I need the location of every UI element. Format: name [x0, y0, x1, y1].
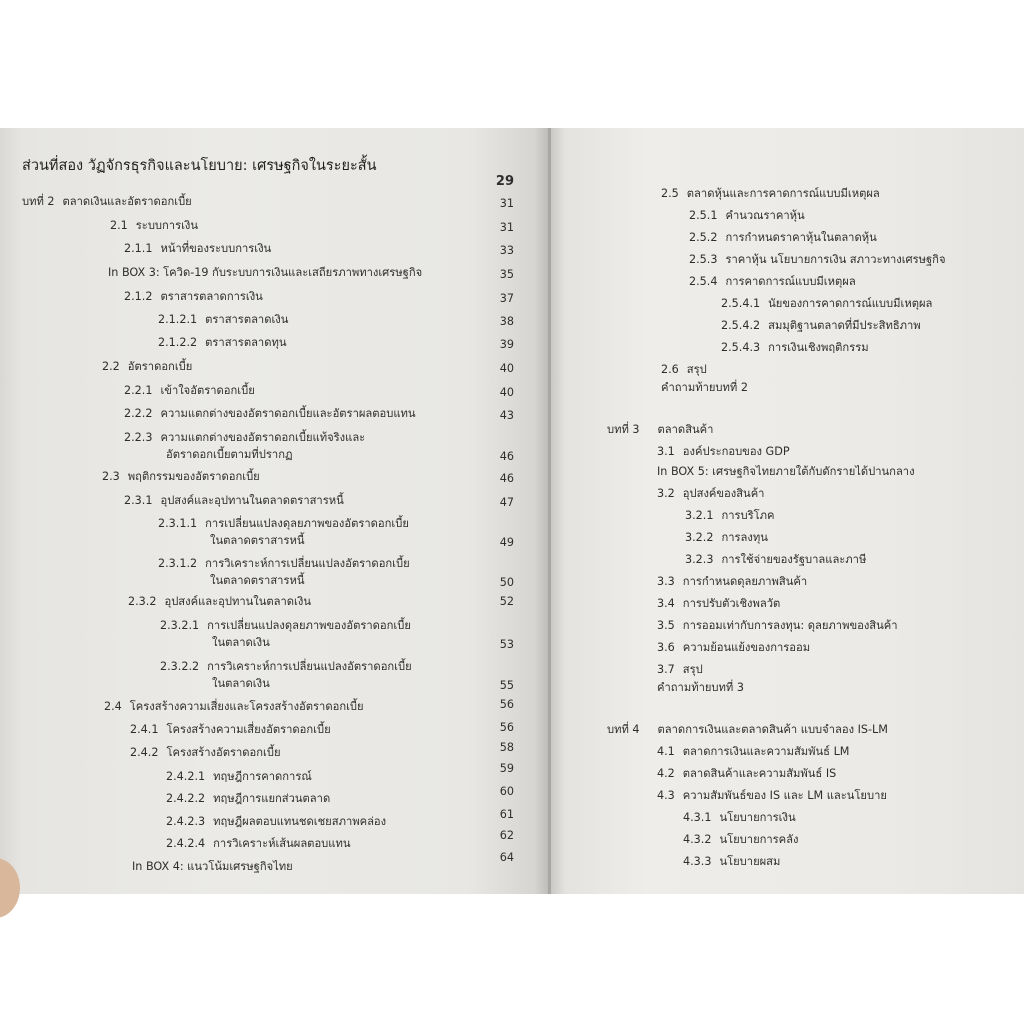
toc-page-number: 40	[499, 362, 514, 375]
toc-entry: 2.3.2.1 การเปลี่ยนแปลงดุลยภาพของอัตราดอกเบี้ย	[160, 619, 411, 632]
toc-entry: 2.5.4.2 สมมุติฐานตลาดที่มีประสิทธิภาพ	[721, 319, 921, 332]
toc-entry: 4.3 ความสัมพันธ์ของ IS และ LM และนโยบาย	[657, 789, 887, 802]
toc-entry: 2.4.2.3 ทฤษฎีผลตอบแทนชดเชยสภาพคล่อง	[166, 815, 387, 828]
toc-page-number: 38	[499, 315, 514, 328]
toc-entry: In BOX 5: เศรษฐกิจไทยภายใต้กับดักรายได้ปานกลาง	[657, 465, 915, 478]
toc-entry: 2.3.1.2 การวิเคราะห์การเปลี่ยนแปลงอัตราดอกเบี้ย	[158, 557, 410, 570]
toc-entry: 2.3.1 อุปสงค์และอุปทานในตลาดตราสารหนี้	[124, 494, 344, 507]
toc-entry: 2.3.2 อุปสงค์และอุปทานในตลาดเงิน	[128, 595, 311, 608]
toc-entry: 4.2 ตลาดสินค้าและความสัมพันธ์ IS	[657, 767, 837, 780]
toc-entry: 2.4.2.4 การวิเคราะห์เส้นผลตอบแทน	[166, 837, 351, 850]
toc-page-number: 46	[499, 472, 514, 485]
toc-page-number: 50	[499, 576, 514, 589]
toc-page-number: 31	[499, 197, 514, 210]
toc-entry: 3.1 องค์ประกอบของ GDP	[657, 445, 790, 458]
toc-entry: 2.6 สรุป	[661, 363, 707, 376]
toc-entry: 4.3.1 นโยบายการเงิน	[683, 811, 796, 824]
toc-entry: 2.5.3 ราคาหุ้น นโยบายการเงิน สภาวะทางเศรษฐกิจ	[689, 253, 946, 266]
toc-entry: 2.4.2.1 ทฤษฎีการคาดการณ์	[166, 770, 312, 783]
toc-page-number: 58	[499, 741, 514, 754]
toc-chapter: บทที่ 3 ตลาดสินค้า	[607, 423, 714, 436]
toc-page-number: 56	[499, 698, 514, 711]
toc-entry: 2.1.2.1 ตราสารตลาดเงิน	[158, 313, 289, 326]
toc-entry: 2.2.3 ความแตกต่างของอัตราดอกเบี้ยแท้จริงและ	[124, 431, 366, 444]
toc-entry: 3.2 อุปสงค์ของสินค้า	[657, 487, 765, 500]
toc-entry: 2.1 ระบบการเงิน	[110, 219, 199, 232]
toc-entry: 2.2.1 เข้าใจอัตราดอกเบี้ย	[124, 384, 255, 397]
toc-entry: 2.5.4 การคาดการณ์แบบมีเหตุผล	[689, 275, 856, 288]
toc-entry: 3.5 การออมเท่ากับการลงทุน: ดุลยภาพของสินค้า	[657, 619, 898, 632]
toc-entry: 2.5.2 การกำหนดราคาหุ้นในตลาดหุ้น	[689, 231, 877, 244]
toc-entry: คำถามท้ายบทที่ 3	[657, 681, 744, 694]
toc-entry-continuation: ในตลาดเงิน	[212, 677, 270, 690]
toc-entry: 2.5.4.3 การเงินเชิงพฤติกรรม	[721, 341, 869, 354]
toc-page-number: 31	[499, 221, 514, 234]
toc-entry: 3.3 การกำหนดดุลยภาพสินค้า	[657, 575, 808, 588]
toc-page-number: 39	[499, 338, 514, 351]
toc-entry: 2.5 ตลาดหุ้นและการคาดการณ์แบบมีเหตุผล	[661, 187, 880, 200]
part-title: ส่วนที่สอง วัฏจักรธุรกิจและนโยบาย: เศรษฐกิจในระยะสั้น	[22, 158, 377, 174]
toc-page-number: 60	[499, 785, 514, 798]
toc-entry: 4.1 ตลาดการเงินและความสัมพันธ์ LM	[657, 745, 850, 758]
toc-page-number: 61	[499, 808, 514, 821]
toc-entry: 2.3.2.2 การวิเคราะห์การเปลี่ยนแปลงอัตราดอกเบี้ย	[160, 660, 412, 673]
toc-page-number: 64	[499, 851, 514, 864]
toc-entry: 2.2.2 ความแตกต่างของอัตราดอกเบี้ยและอัตราผลตอบแทน	[124, 407, 416, 420]
toc-entry: In BOX 4: แนวโน้มเศรษฐกิจไทย	[132, 860, 293, 873]
toc-entry: 2.3 พฤติกรรมของอัตราดอกเบี้ย	[102, 470, 260, 483]
toc-entry: คำถามท้ายบทที่ 2	[661, 381, 748, 394]
toc-page-number: 52	[499, 595, 514, 608]
right-page	[551, 128, 1024, 894]
toc-chapter: บทที่ 4 ตลาดการเงินและตลาดสินค้า แบบจำลอง IS-LM	[607, 723, 888, 736]
toc-entry: 3.7 สรุป	[657, 663, 703, 676]
toc-page-number: 59	[499, 762, 514, 775]
toc-entry: 2.4.2 โครงสร้างอัตราดอกเบี้ย	[130, 746, 281, 759]
toc-entry: 3.2.3 การใช้จ่ายของรัฐบาลและภาษี	[685, 553, 867, 566]
toc-page-number: 55	[499, 679, 514, 692]
toc-entry-continuation: อัตราดอกเบี้ยตามที่ปรากฏ	[166, 448, 293, 461]
toc-page-number: 46	[499, 450, 514, 463]
toc-entry: บทที่ 2 ตลาดเงินและอัตราดอกเบี้ย	[22, 195, 192, 208]
toc-entry: 3.2.1 การบริโภค	[685, 509, 775, 522]
toc-page-number: 62	[499, 829, 514, 842]
toc-page-number: 33	[499, 244, 514, 257]
part-page-number: 29	[495, 174, 514, 189]
toc-page-number: 47	[499, 496, 514, 509]
toc-entry: 2.5.4.1 นัยของการคาดการณ์แบบมีเหตุผล	[721, 297, 933, 310]
show-through-text	[300, 278, 500, 578]
toc-entry: 3.4 การปรับตัวเชิงพลวัต	[657, 597, 781, 610]
toc-entry: 4.3.3 นโยบายผสม	[683, 855, 781, 868]
toc-entry: 2.2 อัตราดอกเบี้ย	[102, 360, 193, 373]
toc-entry: 2.4 โครงสร้างความเสี่ยงและโครงสร้างอัตราดอกเบี้ย	[104, 700, 364, 713]
toc-page-number: 35	[499, 268, 514, 281]
toc-page-number: 40	[499, 386, 514, 399]
toc-entry: 3.2.2 การลงทุน	[685, 531, 768, 544]
toc-entry: 2.1.2.2 ตราสารตลาดทุน	[158, 336, 287, 349]
toc-page-number: 43	[499, 409, 514, 422]
toc-entry: 2.5.1 คำนวณราคาหุ้น	[689, 209, 805, 222]
toc-entry: 2.4.2.2 ทฤษฎีการแยกส่วนตลาด	[166, 792, 331, 805]
toc-page-number: 37	[499, 292, 514, 305]
toc-entry: In BOX 3: โควิด-19 กับระบบการเงินและเสถียรภาพทางเศรษฐกิจ	[108, 266, 423, 279]
toc-entry: 2.1.2 ตราสารตลาดการเงิน	[124, 290, 263, 303]
toc-page-number: 53	[499, 638, 514, 651]
toc-entry: 2.1.1 หน้าที่ของระบบการเงิน	[124, 242, 272, 255]
toc-page-number: 56	[499, 721, 514, 734]
toc-entry-continuation: ในตลาดตราสารหนี้	[210, 574, 305, 587]
left-page	[0, 128, 551, 894]
toc-entry: 2.3.1.1 การเปลี่ยนแปลงดุลยภาพของอัตราดอกเบี้ย	[158, 517, 409, 530]
toc-entry: 3.6 ความย้อนแย้งของการออม	[657, 641, 811, 654]
toc-entry-continuation: ในตลาดเงิน	[212, 636, 270, 649]
toc-entry: 2.4.1 โครงสร้างความเสี่ยงอัตราดอกเบี้ย	[130, 723, 331, 736]
toc-page-number: 49	[499, 536, 514, 549]
toc-entry-continuation: ในตลาดตราสารหนี้	[210, 534, 305, 547]
toc-entry: 4.3.2 นโยบายการคลัง	[683, 833, 799, 846]
